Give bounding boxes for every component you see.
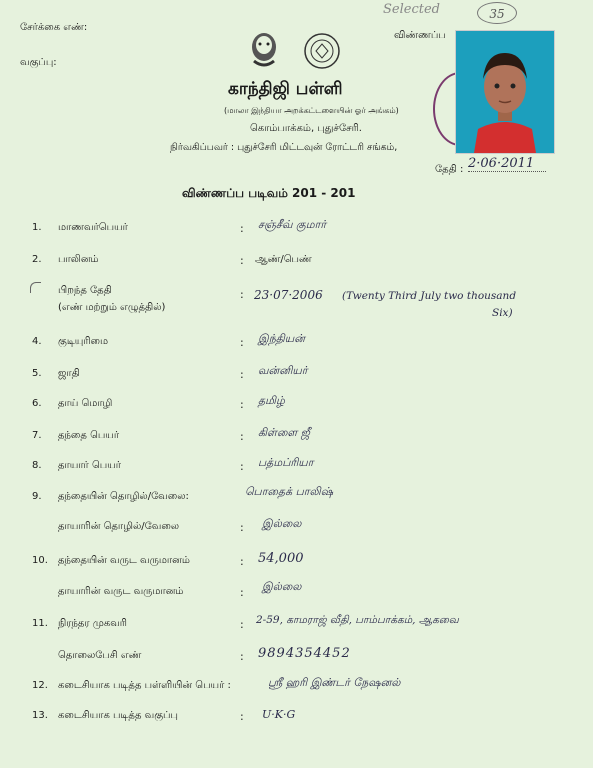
field-value-last-school: ஸ்ரீ ஹரி இண்டர் நேஷனல் [268,676,401,689]
school-seal-logo [303,32,341,70]
colon: : [240,710,244,723]
field-value-mother-tongue: தமிழ் [258,394,285,407]
field-value-mother-income: இல்லை [262,580,302,593]
field-label-mother-income: தாயாரின் வருட வருமானம் [58,586,184,597]
field-num-4: 4. [32,336,42,347]
application-no-label: சேர்க்கை எண்: [20,22,88,33]
field-label-father-income: தந்தையின் வருட வருமானம் [58,555,190,566]
field-label-mother-tongue: தாய் மொழி [58,398,113,409]
field-label-name: மாணவர்பெயர் [58,222,128,233]
field-label-father-name: தந்தை பெயர் [58,430,120,441]
field-value-dob: 23·07·2006 [254,288,323,302]
field-num-2: 2. [32,254,42,265]
colon: : [240,222,244,235]
field-num-13: 13. [32,710,48,721]
number-circle [477,2,517,24]
field-label-nationality: குடியுரிமை [58,336,109,347]
field-value-gender: ஆண்/பெண் [255,254,312,265]
field-num-10: 10. [32,555,48,566]
school-name: காந்திஜி பள்ளி [228,79,343,99]
colon: : [240,650,244,663]
field-value-mother-name: பத்மப்ரியா [258,456,314,469]
field-value-dob-words-2: Six) [492,307,513,319]
field-value-last-class: U·K·G [262,708,296,721]
school-address: கொம்பாக்கம், புதுச்சேரி. [250,123,362,134]
field-label-mother-name: தாயார் பெயர் [58,460,121,471]
colon: : [240,521,244,534]
field-num-8: 8. [32,460,42,471]
colon: : [240,586,244,599]
field-num-11: 11. [32,618,48,629]
field-value-name: சஞ்சீவ் குமார் [258,218,327,231]
field-label-address: நிரந்தர முகவரி [58,618,127,629]
field-value-dob-words: (Twenty Third July two thousand [342,290,517,302]
field-num-6: 6. [32,398,42,409]
field-num-7: 7. [32,430,42,441]
date-value: 2·06·2011 [468,156,546,172]
selected-note: Selected [383,2,440,17]
field-value-mother-occupation: இல்லை [262,517,302,530]
student-photo [455,30,555,154]
colon: : [240,398,244,411]
field-value-nationality: இந்தியன் [258,332,305,345]
field-label-caste: ஜாதி [58,368,80,379]
form-title: விண்ணப்ப படிவம் 201 - 201 [182,186,356,200]
field-value-caste: வன்னியர் [258,364,308,377]
field-label-phone: தொலைபேசி எண் [58,650,142,661]
gandhi-portrait-logo [244,27,286,69]
class-label: வகுப்பு: [20,57,57,68]
colon: : [240,430,244,443]
colon: : [240,618,244,631]
colon: : [240,368,244,381]
colon: : [240,460,244,473]
field-label-last-school: கடைசியாக படித்த பள்ளியின் பெயர் : [58,680,231,691]
field-value-phone: 9894354452 [258,646,351,661]
field-value-address: 2-59, காமராஜ் வீதி, பாம்பாக்கம், ஆகவை [256,614,459,626]
school-subtitle: (மாலா இந்தியா அறக்கட்டளையின் ஓர் அங்கம்) [224,106,399,115]
colon: : [240,336,244,349]
field-label-father-occupation: தந்தையின் தொழில்/வேலை: [58,491,189,502]
number-circle-text: 35 [489,7,505,21]
colon: : [240,555,244,568]
field-label-dob: பிறந்த தேதி [58,285,112,296]
curve-mark [30,282,41,293]
field-num-1: 1. [32,222,42,233]
field-label-gender: பாலினம் [58,254,99,265]
date-label: தேதி : [435,164,464,175]
managed-by: நிர்வகிப்பவர் : புதுச்சேரி மிட்டவுன் ரோட்டரி சங்கம், [170,142,398,153]
field-label-dob-sub: (எண் மற்றும் எழுத்தில்) [58,302,166,313]
field-num-9: 9. [32,491,42,502]
applicant-label: விண்ணப்ப [394,30,446,41]
colon: : [240,254,244,267]
field-value-father-income: 54,000 [258,551,304,566]
colon: : [240,288,244,301]
field-num-5: 5. [32,368,42,379]
field-value-father-occupation: பொதைக் பாலிஷ் [245,485,334,498]
field-value-father-name: கிள்ளை ஜீ [258,426,310,439]
field-label-last-class: கடைசியாக படித்த வகுப்பு [58,710,178,721]
field-label-mother-occupation: தாயாரின் தொழில்/வேலை [58,521,180,532]
field-num-12: 12. [32,680,48,691]
